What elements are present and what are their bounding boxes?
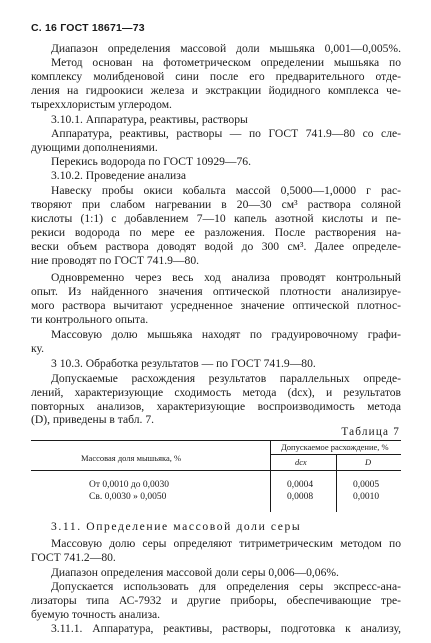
text-line: Диапазон определения массовой доли мышьяка 0,001—0,005%. xyxy=(51,42,401,55)
text-line: ние проводят по ГОСТ 741.9—80. xyxy=(31,254,200,267)
text-line: тыреххлористым углеродом. xyxy=(31,98,172,111)
text-line: лизаторы типа АС-7932 и другие приборы, обеспечивающие тре- xyxy=(31,594,401,607)
page-header: С. 16 ГОСТ 18671—73 xyxy=(31,22,145,34)
table-cell: 0,0008 xyxy=(287,492,314,502)
text-line: дующими дополнениями. xyxy=(31,141,158,154)
table-header-tolerance: Допускаемое расхождение, % xyxy=(281,442,389,452)
table-cell: От 0,0010 до 0,0030 xyxy=(89,480,169,490)
text-line: ку. xyxy=(31,342,45,355)
table-rule xyxy=(270,440,271,512)
text-line: Массовую долю серы определяют титриметрическим методом по xyxy=(51,537,401,550)
table-header-mass-fraction: Массовая доля мышьяка, % xyxy=(81,453,182,463)
text-line: опыт. Из найденного значения оптической плотности анализируе- xyxy=(31,285,401,298)
text-line: Массовую долю мышьяка находят по градуировочному графи- xyxy=(51,328,401,341)
table-cell: 0,0010 xyxy=(353,492,380,502)
text-line: повторных анализов, характеризующие воспроизводимость метода xyxy=(31,400,401,413)
text-line: ти контрольного опыта. xyxy=(31,313,149,326)
text-line: творяют при слабом нагревании в 20—30 см³ раствора соляной xyxy=(31,198,401,211)
text-line: Диапазон определения массовой доли серы 0,006—0,06%. xyxy=(51,566,339,579)
subsection-title: 3.10.2. Проведение анализа xyxy=(51,169,186,182)
text-line: ГОСТ 741.2—80. xyxy=(31,551,116,564)
text-line: 3 10.3. Обработка результатов — по ГОСТ 741.9—80. xyxy=(51,357,316,370)
table-caption: Таблица 7 xyxy=(341,426,400,438)
text-line: 3.11.1. Аппаратура, реактивы, растворы, подготовка к анализу, xyxy=(51,622,401,635)
subsection-title: 3.10.1. Аппаратура, реактивы, растворы xyxy=(51,113,248,126)
text-line: мого раствора вычитают усредненное значение оптической плотнос- xyxy=(31,299,401,312)
text-line: рекиси водорода по мере ее разложения. После растворения на- xyxy=(31,226,401,239)
table-rule xyxy=(336,454,337,512)
text-line: (D), приведены в табл. 7. xyxy=(31,413,155,426)
text-line: Метод основан на фотометрическом определении мышьяка по xyxy=(51,56,401,69)
text-line: вески объем раствора доводят водой до 300 см³. Далее определе- xyxy=(31,240,401,253)
data-table xyxy=(31,440,401,512)
text-line: Перекись водорода по ГОСТ 10929—76. xyxy=(51,155,251,168)
table-cell: 0,0004 xyxy=(287,480,314,490)
text-line: ления на гидроокиси железа и экстракции йодидного комплекса че- xyxy=(31,84,401,97)
table-rule xyxy=(31,440,401,441)
text-line: Аппаратура, реактивы, растворы — по ГОСТ 741.9—80 со сле- xyxy=(51,127,401,140)
text-line: Допускается использовать для определения серы экспресс-ана- xyxy=(51,580,401,593)
text-line: лений, характеризующие сходимость метода (dсх), и результатов xyxy=(31,386,401,399)
table-cell: 0,0005 xyxy=(353,480,380,490)
table-rule xyxy=(31,470,401,471)
text-line: Навеску пробы окиси кобальта массой 0,5000—1,0000 г рас- xyxy=(51,184,401,197)
text-line: кислоты (1:1) с добавлением 7—10 капель азотной кислоты и пе- xyxy=(31,212,401,225)
table-header-dcx: dсх xyxy=(295,457,307,467)
table-cell: Св. 0,0030 » 0,0050 xyxy=(89,492,167,502)
text-line: комплексу молибденовой сини после его предварительного отде- xyxy=(31,70,401,83)
table-header-D: D xyxy=(365,457,372,467)
section-heading: 3.11. Определение массовой доли серы xyxy=(51,520,302,533)
text-line: буемую точность анализа. xyxy=(31,608,161,621)
text-line: Допускаемые расхождения результатов параллельных опреде- xyxy=(51,372,401,385)
text-line: Одновременно через весь ход анализа проводят контрольный xyxy=(51,271,401,284)
